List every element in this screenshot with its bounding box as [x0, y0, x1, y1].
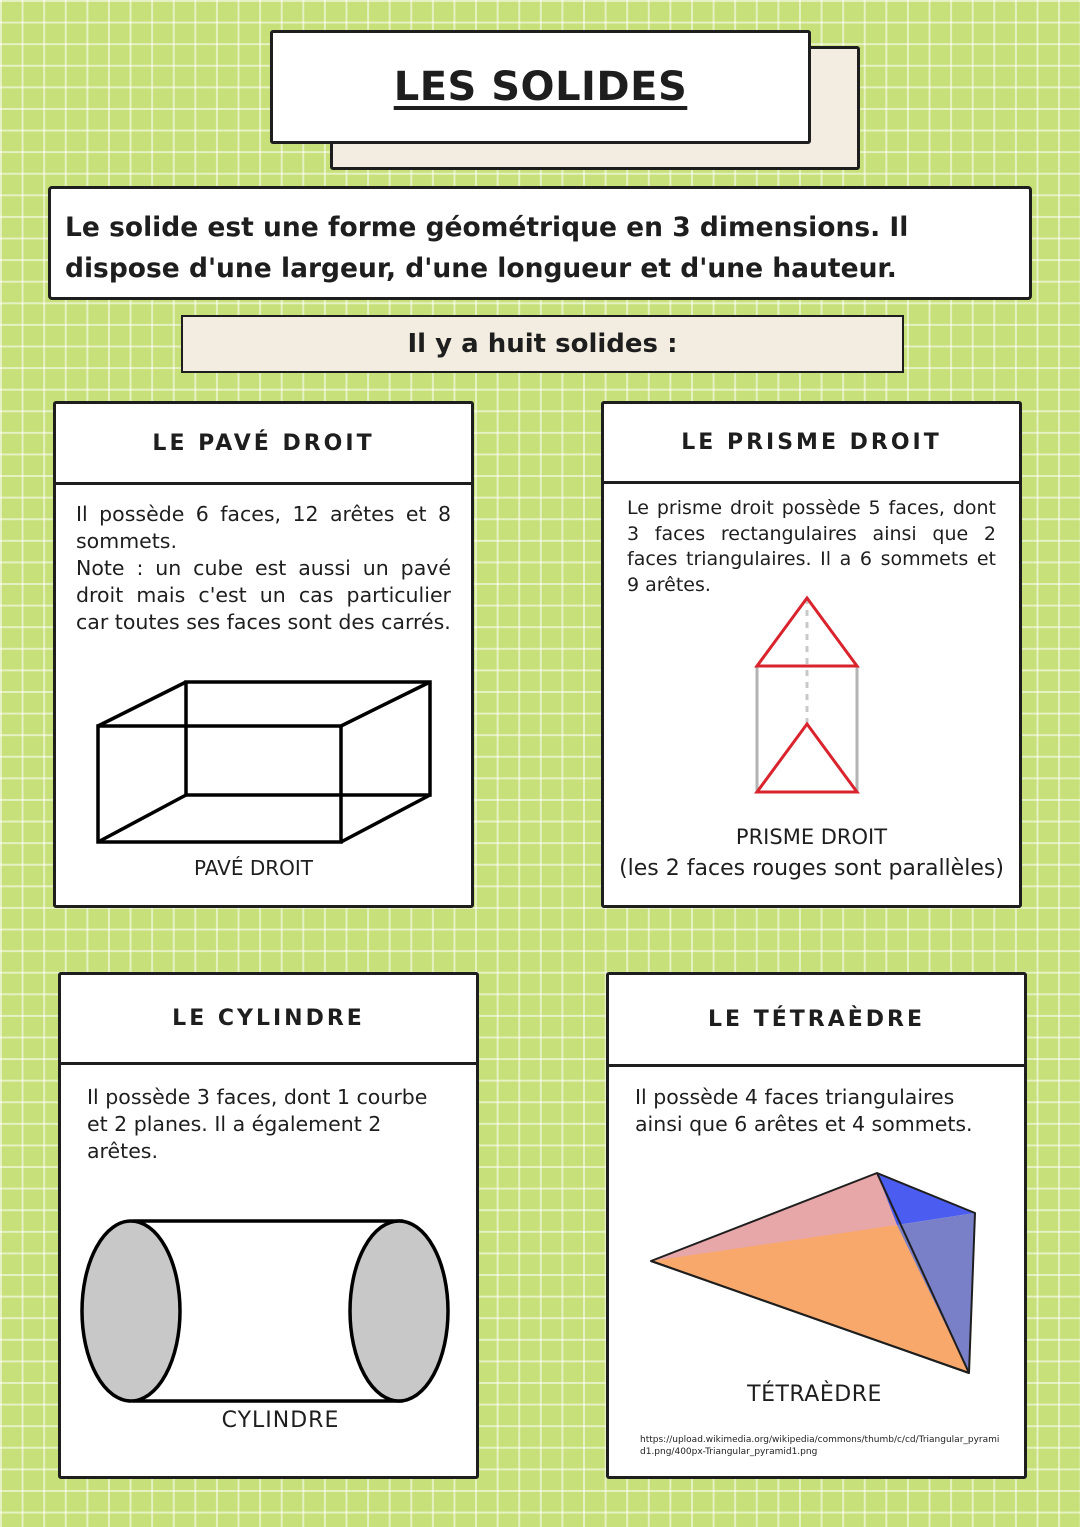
card-heading: LE CYLINDRE	[61, 975, 476, 1065]
page-title: LES SOLIDES	[393, 64, 688, 110]
card-text-line: Il possède 6 faces, 12 arêtes et 8 sommets.	[76, 502, 451, 553]
figure-caption: TÉTRAÈDRE	[747, 1382, 882, 1407]
card-heading: LE PAVÉ DROIT	[56, 404, 471, 485]
pave-droit-illustration	[94, 676, 434, 846]
title-box	[270, 30, 811, 144]
card-prisme-droit	[601, 401, 1022, 908]
card-description	[76, 501, 451, 636]
prisme-droit-illustration	[752, 590, 862, 796]
bottom-triangle-face	[757, 724, 857, 792]
top-triangle-face	[757, 598, 857, 666]
card-description: Le prisme droit possède 5 faces, dont 3 faces rectangulaires ainsi que 2 faces triangulaires. Il a 6 sommets et 9 arêtes.	[627, 497, 996, 596]
front-face	[98, 726, 341, 842]
figure-caption: CYLINDRE	[221, 1408, 340, 1433]
card-text-line: Note : un cube est aussi un pavé droit mais c'est un cas particulier car toutes ses faces sont des carrés.	[76, 556, 451, 634]
edge	[98, 795, 186, 842]
card-tetraedre	[606, 972, 1027, 1479]
card-heading: LE PRISME DROIT	[604, 404, 1019, 484]
intro-text: Le solide est une forme géométrique en 3 dimensions. Il dispose d'une largeur, d'une longueur et d'une hauteur.	[48, 186, 1032, 300]
caption-line: (les 2 faces rouges sont parallèles)	[619, 856, 1004, 881]
card-pave-droit	[53, 401, 474, 908]
subtitle-banner	[181, 315, 904, 373]
card-heading: LE TÉTRAÈDRE	[609, 975, 1024, 1067]
tetraedre-illustration	[647, 1169, 983, 1379]
left-base	[82, 1221, 180, 1401]
card-cylindre	[58, 972, 479, 1479]
caption-line: PRISME DROIT	[735, 825, 888, 849]
edge	[341, 795, 430, 842]
right-base	[350, 1221, 448, 1401]
card-description: Il possède 3 faces, dont 1 courbe et 2 planes. Il a également 2 arêtes.	[87, 1085, 428, 1163]
figure-caption: PAVÉ DROIT	[193, 856, 313, 880]
figure-caption	[604, 822, 1019, 884]
image-source: https://upload.wikimedia.org/wikipedia/commons/thumb/c/cd/Triangular_pyramid1.png/400px-Triangular_pyramid1.png	[640, 1435, 1000, 1457]
subtitle-text: Il y a huit solides :	[407, 329, 678, 359]
edge	[341, 682, 430, 726]
card-description: Il possède 4 faces triangulaires ainsi que 6 arêtes et 4 sommets.	[635, 1085, 973, 1136]
cylindre-illustration	[79, 1215, 453, 1405]
edge	[98, 682, 186, 726]
